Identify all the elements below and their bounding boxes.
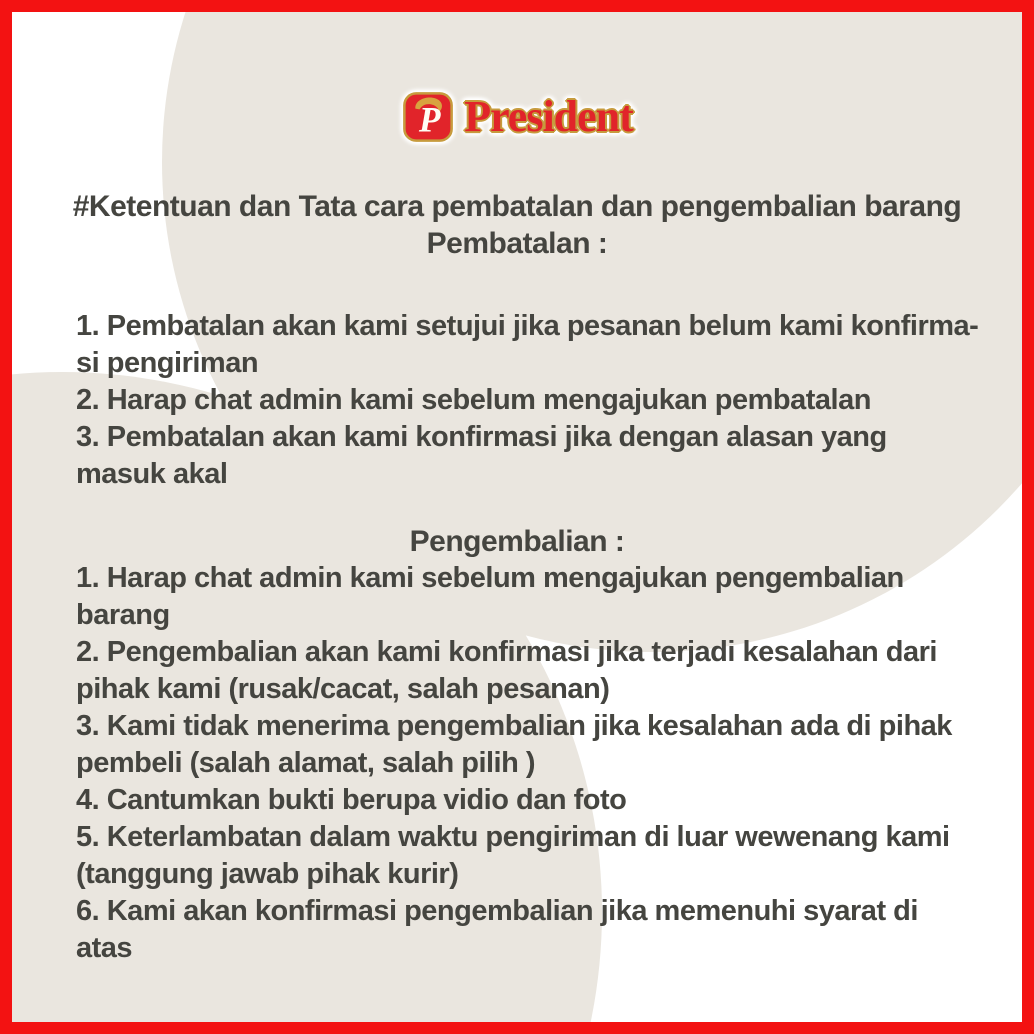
policy-line: 2. Pengembalian akan kami konfirmasi jika terjadi kesalahan dari [76,636,937,668]
return-heading: Pengembalian : [409,525,625,558]
page-title: #Ketentuan dan Tata cara pembatalan dan pengembalian barang [72,190,962,223]
policy-line: 4. Cantumkan bukti berupa vidio dan foto [76,784,627,816]
return-list [76,560,1012,967]
cancellation-heading: Pembatalan : [426,227,608,260]
card-content [12,12,1022,1022]
policy-line: si pengiriman [76,347,259,379]
policy-line: masuk akal [76,458,228,490]
policy-line: 1. Pembatalan akan kami setujui jika pesanan belum kami konfirma- [76,310,979,342]
policy-line: (tanggung jawab pihak kurir) [76,858,459,890]
icon-letter: P [419,99,441,140]
title-block [32,188,1002,262]
policy-line: pihak kami (rusak/cacat, salah pesanan) [76,673,610,705]
policy-line: 2. Harap chat admin kami sebelum mengajukan pembatalan [76,384,871,416]
policy-line: barang [76,599,170,631]
policy-line: pembeli (salah alamat, salah pilih ) [76,747,536,779]
policy-line: 6. Kami akan konfirmasi pengembalian jika memenuhi syarat di [76,895,918,927]
policy-line: 3. Kami tidak menerima pengembalian jika kesalahan ada di pihak [76,710,952,742]
brand-wordmark: President [464,92,633,141]
president-p-icon [401,87,455,147]
cancellation-list [76,308,1012,493]
policy-line: 3. Pembatalan akan kami konfirmasi jika dengan alasan yang [76,421,887,453]
policy-line: atas [76,932,133,964]
policy-line: 5. Keterlambatan dalam waktu pengiriman di luar wewenang kami [76,821,950,853]
brand-logo [12,86,1022,148]
policy-line: 1. Harap chat admin kami sebelum mengajukan pengembalian [76,562,904,594]
